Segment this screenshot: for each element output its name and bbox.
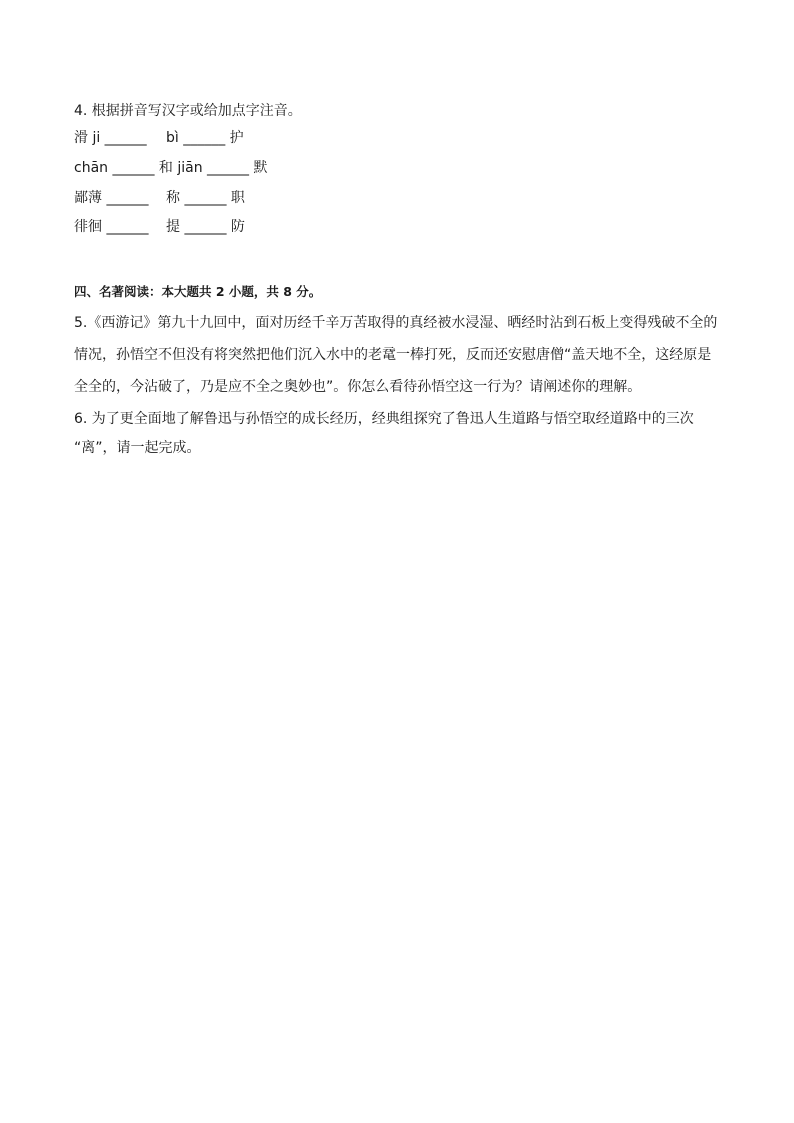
q4-row3-right: 称 ______ 职 bbox=[166, 190, 245, 206]
q4-row1-right: bì ______ 护 bbox=[166, 130, 244, 146]
q4-row1-left: 滑 ji ______ bbox=[74, 130, 147, 146]
question-5-line-2: 情况，孙悟空不但没有将突然把他们沉入水中的老鼋一棒打死，反而还安慰唐僧“盖天地不全，这经原是 bbox=[74, 347, 712, 363]
q4-row4-left: 徘徊 ______ bbox=[74, 219, 149, 235]
section-4-heading: 四、名著阅读：本大题共 2 小题，共 8 分。 bbox=[74, 284, 322, 299]
question-4-prompt: 4. 根据拼音写汉字或给加点字注音。 bbox=[74, 103, 302, 119]
question-5-line-1: 5.《西游记》第九十九回中，面对历经千辛万苦取得的真经被水浸湿、晒经时沾到石板上变得残破不全的 bbox=[74, 315, 718, 331]
question-6-line-1: 6. 为了更全面地了解鲁迅与孙悟空的成长经历，经典组探究了鲁迅人生道路与悟空取经道路中的三次 bbox=[74, 411, 694, 427]
q4-row3-left: 鄙薄 ______ bbox=[74, 190, 149, 206]
q4-row4-right: 提 ______ 防 bbox=[166, 219, 245, 235]
question-5-line-3: 全全的，今沾破了，乃是应不全之奥妙也”。你怎么看待孙悟空这一行为？请阐述你的理解。 bbox=[74, 379, 642, 395]
q4-row2-left: chān ______ 和 jiān ______ 默 bbox=[74, 160, 268, 176]
question-6-line-2: “离”，请一起完成。 bbox=[74, 440, 201, 456]
